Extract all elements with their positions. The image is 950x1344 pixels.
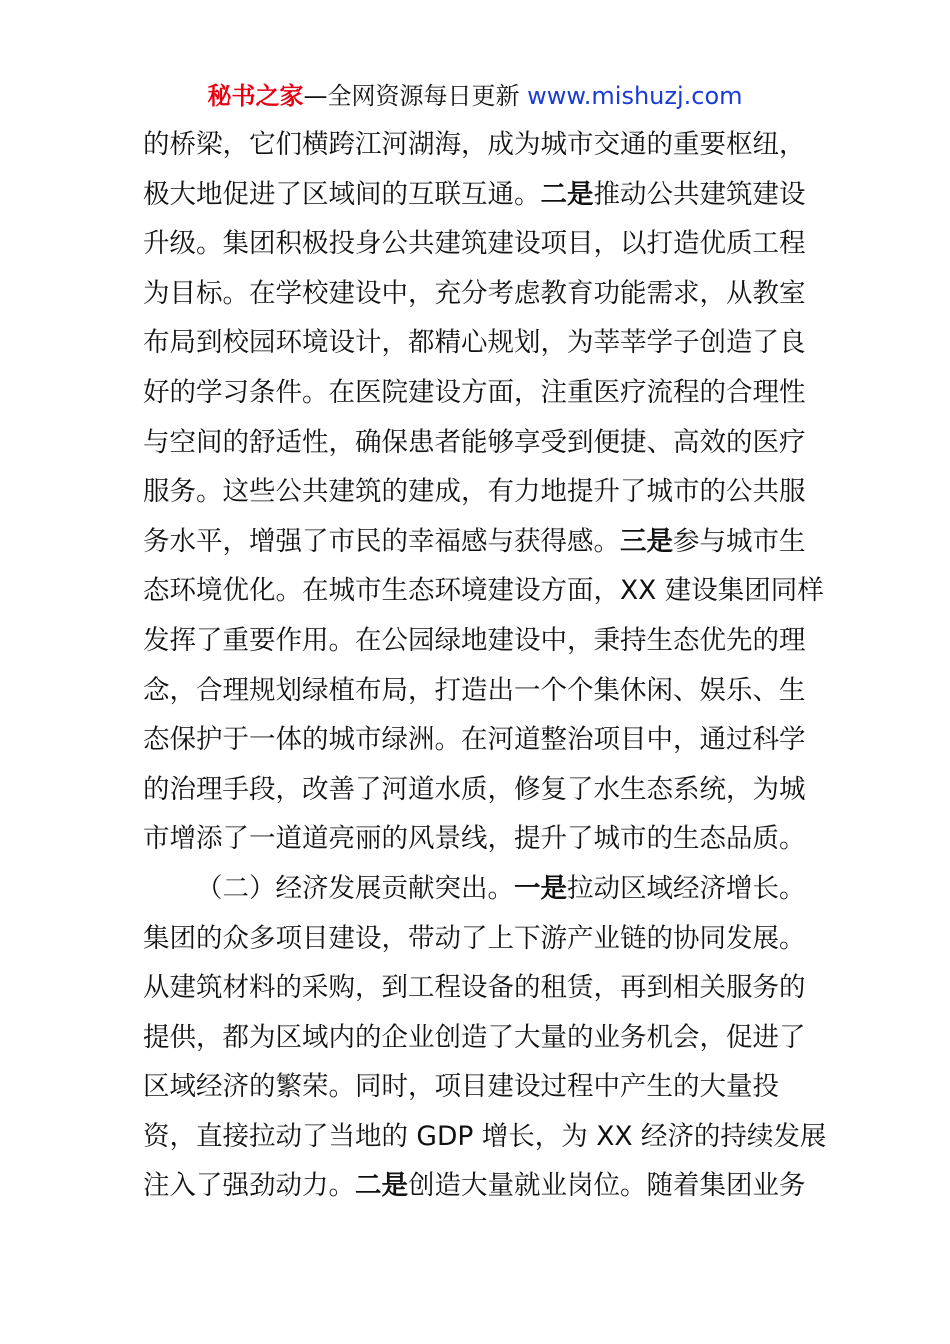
text-run: 服务。这些公共建筑的建成，有力地提升了城市的公共服 [143,476,806,508]
bold-lead: 三是 [620,525,673,557]
text-run: 为目标。在学校建设中，充分考虑教育功能需求，从教室 [143,277,806,309]
text-line [143,517,813,567]
text-line [143,120,813,170]
bold-lead: 二是 [355,1170,408,1202]
text-run: 市增添了一道道亮丽的风景线，提升了城市的生态品质。 [143,823,806,855]
text-line [143,1062,813,1112]
document-body [143,120,827,1211]
text-line [143,963,813,1013]
text-line [143,1161,813,1211]
text-line [143,715,813,765]
bold-lead: 二是 [540,178,594,210]
text-run: 推动公共建筑建设 [593,178,806,210]
text-line [143,914,813,964]
text-run: 资，直接拉动了当地的 GDP 增长，为 XX 经济的持续发展 [143,1120,827,1152]
text-line [143,765,813,815]
text-run: 区域经济的繁荣。同时，项目建设过程中产生的大量投 [143,1071,779,1103]
text-run: （二）经济发展贡献突出。 [196,872,514,904]
text-run: 务水平，增强了市民的幸福感与获得感。 [143,525,620,557]
text-line [143,616,813,666]
header-slogan: —全网资源每日更新 [303,82,520,110]
brand-name: 秘书之家 [207,82,304,110]
text-line [143,1013,813,1063]
text-line [143,1112,827,1162]
text-line [143,666,813,716]
text-line [143,219,813,269]
text-run: 与空间的舒适性，确保患者能够享受到便捷、高效的医疗 [143,426,806,458]
text-run: 从建筑材料的采购，到工程设备的租赁，再到相关服务的 [143,972,806,1004]
text-line [143,368,813,418]
text-line [143,566,824,616]
text-run: 升级。集团积极投身公共建筑建设项目，以打造优质工程 [143,228,806,260]
text-line [143,269,813,319]
text-run: 拉动区域经济增长。 [567,872,806,904]
text-run: 念，合理规划绿植布局，打造出一个个集休闲、娱乐、生 [143,674,806,706]
text-line [143,318,813,368]
text-line [143,170,813,220]
text-line [143,814,813,864]
text-line [143,864,813,914]
bold-lead: 一是 [514,872,567,904]
text-run: 创造大量就业岗位。随着集团业务 [408,1170,806,1202]
text-line [143,467,813,517]
header-url-link[interactable]: www.mishuzj.com [527,82,743,110]
page-header [0,80,950,112]
text-run: 态环境优化。在城市生态环境建设方面，XX 建设集团同样 [143,575,824,607]
text-run: 发挥了重要作用。在公园绿地建设中，秉持生态优先的理 [143,624,806,656]
text-line [143,418,813,468]
text-run: 布局到校园环境设计，都精心规划，为莘莘学子创造了良 [143,327,806,359]
text-run: 的桥梁，它们横跨江河湖海，成为城市交通的重要枢纽， [143,129,806,160]
text-run: 集团的众多项目建设，带动了上下游产业链的协同发展。 [143,922,806,954]
text-run: 注入了强劲动力。 [143,1170,355,1202]
text-run: 好的学习条件。在医院建设方面，注重医疗流程的合理性 [143,376,806,408]
text-run: 提供，都为区域内的企业创造了大量的业务机会，促进了 [143,1021,806,1053]
text-run: 极大地促进了区域间的互联互通。 [143,178,541,210]
text-run: 态保护于一体的城市绿洲。在河道整治项目中，通过科学 [143,724,806,756]
text-run: 的治理手段，改善了河道水质，修复了水生态系统，为城 [143,773,806,805]
text-run: 参与城市生 [673,525,806,557]
